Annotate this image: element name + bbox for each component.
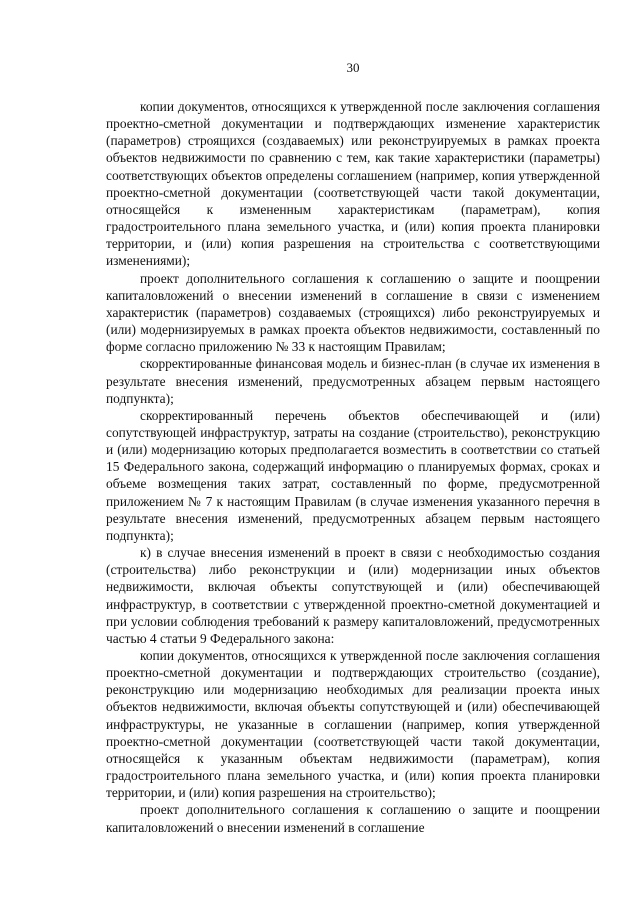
paragraph-4: скорректированный перечень объектов обеспечивающей и (или) сопутствующей инфраструктур, затраты на создание (строительство), реконструкцию и (или) модернизацию которых предполагается возместить в соответствии со статьей 15 Федерального закона, содержащий информацию о планируемых формах, сроках и объеме возмещения таких затрат, составленный по форме, предусмотренной приложением № 7 к настоящим Правилам (в случае изменения указанного перечня в результате внесения изменений, предусмотренных абзацем первым настоящего подпункта); <box>106 407 600 543</box>
paragraph-2: проект дополнительного соглашения к соглашению о защите и поощрении капиталовложений о внесении изменений в соглашение в связи с изменением характеристик (параметров) создаваемых (строящихся) либо реконструируемых и (или) модернизируемых в рамках проекта объектов недвижимости, составленный по форме согласно приложению № 33 к настоящим Правилам; <box>106 270 600 355</box>
paragraph-5: к) в случае внесения изменений в проект в связи с необходимостью создания (строительства) либо реконструкции и (или) модернизации иных объектов недвижимости, включая объекты сопутствующей и (или) обеспечивающей инфраструктур, в соответствии с утвержденной проектно-сметной документацией и при условии соблюдения требований к размеру капиталовложений, предусмотренных частью 4 статьи 9 Федерального закона: <box>106 545 600 646</box>
paragraph-1: копии документов, относящихся к утвержденной после заключения соглашения проектно-сметной документации и подтверждающих изменение характеристик (параметров) строящихся (создаваемых) или реконструируемых в рамках проекта объектов недвижимости по сравнению с тем, как такие характеристики (параметры) соответствующих объектов определены соглашением (например, копия утвержденной проектно-сметной документации (соответствующей части такой документации, относящейся к измененным характеристикам (параметрам), копия градостроительного плана земельного участка, и (или) копия проекта планировки территории, и (или) копия разрешения на строительства с соответствующими изменениями); <box>106 99 600 269</box>
paragraph-3: скорректированные финансовая модель и бизнес-план (в случае их изменения в результате внесения изменений, предусмотренных абзацем первым настоящего подпункта); <box>106 356 600 406</box>
paragraph-7: проект дополнительного соглашения к соглашению о защите и поощрении капиталовложений о внесении изменений в соглашение <box>106 802 600 835</box>
document-body <box>106 98 600 836</box>
paragraph-6: копии документов, относящихся к утвержденной после заключения соглашения проектно-сметной документации и подтверждающих строительство (создание), реконструкцию или модернизацию необходимых для реализации проекта иных объектов недвижимости, включая объекты сопутствующей и (или) обеспечивающей инфраструктуры, не указанные в соглашении (например, копия утвержденной проектно-сметной документации (соответствующей части такой документации, относящейся к указанным объектам недвижимости (параметрам), копия градостроительного плана земельного участка, и (или) копия проекта планировки территории, и (или) копия разрешения на строительство); <box>106 648 600 801</box>
page-number: 30 <box>346 60 360 75</box>
